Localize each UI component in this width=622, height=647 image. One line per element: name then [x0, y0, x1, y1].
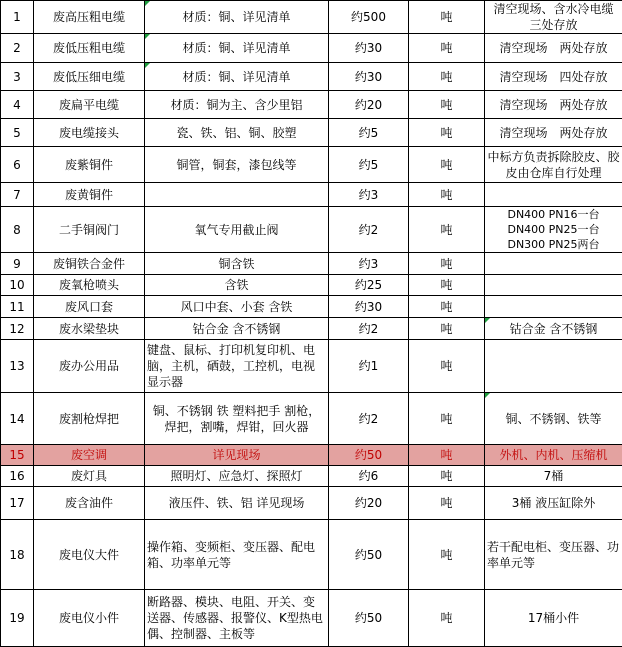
item-note: 铜、不锈钢、铁等 [485, 393, 622, 445]
item-name: 废电缆接头 [34, 119, 145, 147]
item-note [485, 253, 622, 275]
table-row [1, 183, 622, 207]
item-note: 清空现场 两处存放 [485, 34, 622, 63]
item-material: 断路器、模块、电阻、开关、变送器、传感器、报警仪、K型热电偶、控制器、主板等 [145, 590, 329, 647]
item-quantity: 约30 [329, 296, 409, 318]
table-row-highlighted [1, 445, 622, 466]
table-row [1, 34, 622, 63]
item-name: 废含油件 [34, 487, 145, 520]
item-unit: 吨 [409, 1, 485, 34]
item-material: 操作箱、变频柜、变压器、配电箱、功率单元等 [145, 520, 329, 590]
item-note [485, 296, 622, 318]
item-unit: 吨 [409, 393, 485, 445]
item-name: 废高压粗电缆 [34, 1, 145, 34]
table-row [1, 253, 622, 275]
item-unit: 吨 [409, 34, 485, 63]
item-material: 液压件、铁、铝 详见现场 [145, 487, 329, 520]
item-material: 含铁 [145, 275, 329, 296]
row-number: 12 [1, 318, 34, 340]
item-material: 材质：铜、详见清单 [145, 63, 329, 91]
item-name: 废电仪小件 [34, 590, 145, 647]
table-row [1, 318, 622, 340]
item-name: 废氧枪喷头 [34, 275, 145, 296]
item-quantity: 约6 [329, 466, 409, 487]
table-row [1, 487, 622, 520]
table-row [1, 393, 622, 445]
table-row [1, 296, 622, 318]
item-note: 清空现场 两处存放 [485, 119, 622, 147]
item-material: 详见现场 [145, 445, 329, 466]
item-quantity: 约30 [329, 63, 409, 91]
item-quantity: 约50 [329, 445, 409, 466]
item-unit: 吨 [409, 63, 485, 91]
item-unit: 吨 [409, 487, 485, 520]
item-unit: 吨 [409, 520, 485, 590]
item-name: 废黄铜件 [34, 183, 145, 207]
item-unit: 吨 [409, 466, 485, 487]
row-number: 10 [1, 275, 34, 296]
item-name: 二手铜阀门 [34, 207, 145, 253]
item-unit: 吨 [409, 119, 485, 147]
item-name: 废灯具 [34, 466, 145, 487]
table-row [1, 520, 622, 590]
item-name: 废空调 [34, 445, 145, 466]
item-name: 废割枪焊把 [34, 393, 145, 445]
item-quantity: 约3 [329, 183, 409, 207]
item-note: 清空现场 两处存放 [485, 91, 622, 119]
row-number: 11 [1, 296, 34, 318]
row-number: 17 [1, 487, 34, 520]
item-quantity: 约2 [329, 318, 409, 340]
row-number: 5 [1, 119, 34, 147]
item-quantity: 约2 [329, 393, 409, 445]
item-note: 钴合金 含不锈钢 [485, 318, 622, 340]
item-material: 铜、不锈钢 铁 塑料把手 割枪，焊把，割嘴，焊钳，回火器 [145, 393, 329, 445]
item-unit: 吨 [409, 445, 485, 466]
item-name: 废水梁垫块 [34, 318, 145, 340]
item-name: 废低压粗电缆 [34, 34, 145, 63]
table-row [1, 147, 622, 183]
item-note: 清空现场 四处存放 [485, 63, 622, 91]
row-number: 9 [1, 253, 34, 275]
row-number: 6 [1, 147, 34, 183]
table-row [1, 119, 622, 147]
item-note: 中标方负责拆除胶皮、胶皮由仓库自行处理 [485, 147, 622, 183]
item-material: 风口中套、小套 含铁 [145, 296, 329, 318]
item-unit: 吨 [409, 183, 485, 207]
table-row [1, 63, 622, 91]
row-number: 2 [1, 34, 34, 63]
row-number: 13 [1, 340, 34, 393]
item-unit: 吨 [409, 91, 485, 119]
item-name: 废低压细电缆 [34, 63, 145, 91]
item-note: 7桶 [485, 466, 622, 487]
row-number: 7 [1, 183, 34, 207]
item-material: 氧气专用截止阀 [145, 207, 329, 253]
item-unit: 吨 [409, 253, 485, 275]
item-quantity: 约50 [329, 520, 409, 590]
row-number: 16 [1, 466, 34, 487]
item-name: 废办公用品 [34, 340, 145, 393]
item-material: 材质：铜、详见清单 [145, 34, 329, 63]
table-row [1, 91, 622, 119]
item-quantity: 约5 [329, 147, 409, 183]
table-row [1, 1, 622, 34]
item-note [485, 340, 622, 393]
row-number: 18 [1, 520, 34, 590]
item-quantity: 约2 [329, 207, 409, 253]
item-quantity: 约50 [329, 590, 409, 647]
row-number: 14 [1, 393, 34, 445]
item-unit: 吨 [409, 207, 485, 253]
item-unit: 吨 [409, 318, 485, 340]
table-row [1, 207, 622, 253]
item-unit: 吨 [409, 275, 485, 296]
item-material [145, 183, 329, 207]
table-row [1, 590, 622, 647]
item-note: 外机、内机、压缩机 [485, 445, 622, 466]
row-number: 19 [1, 590, 34, 647]
item-unit: 吨 [409, 296, 485, 318]
item-material: 铜含铁 [145, 253, 329, 275]
item-material: 瓷、铁、铝、铜、胶塑 [145, 119, 329, 147]
row-number: 8 [1, 207, 34, 253]
item-material: 键盘、鼠标、打印机复印机、电脑，主机，硒鼓，工控机，电视显示器 [145, 340, 329, 393]
row-number: 3 [1, 63, 34, 91]
item-material: 铜管，铜套，漆包线等 [145, 147, 329, 183]
item-note [485, 183, 622, 207]
item-quantity: 约3 [329, 253, 409, 275]
item-note: 清空现场、含水冷电缆 三处存放 [485, 1, 622, 34]
item-unit: 吨 [409, 340, 485, 393]
item-note [485, 275, 622, 296]
row-number: 1 [1, 1, 34, 34]
item-quantity: 约30 [329, 34, 409, 63]
item-material: 照明灯、应急灯、探照灯 [145, 466, 329, 487]
item-quantity: 约20 [329, 91, 409, 119]
item-quantity: 约20 [329, 487, 409, 520]
item-name: 废铜铁合金件 [34, 253, 145, 275]
table-row [1, 275, 622, 296]
item-name: 废紫铜件 [34, 147, 145, 183]
item-quantity: 约5 [329, 119, 409, 147]
item-name: 废电仪大件 [34, 520, 145, 590]
item-unit: 吨 [409, 147, 485, 183]
table-row [1, 340, 622, 393]
table-row [1, 466, 622, 487]
item-material: 钴合金 含不锈钢 [145, 318, 329, 340]
item-unit: 吨 [409, 590, 485, 647]
item-note: 若干配电柜、变压器、功率单元等 [485, 520, 622, 590]
item-material: 材质：铜为主、含少里铝 [145, 91, 329, 119]
item-name: 废扁平电缆 [34, 91, 145, 119]
row-number: 15 [1, 445, 34, 466]
item-note: 3桶 液压缸除外 [485, 487, 622, 520]
item-quantity: 约25 [329, 275, 409, 296]
row-number: 4 [1, 91, 34, 119]
item-quantity: 约500 [329, 1, 409, 34]
item-material: 材质：铜、详见清单 [145, 1, 329, 34]
item-quantity: 约1 [329, 340, 409, 393]
item-note: DN400 PN16一台 DN400 PN25一台 DN300 PN25两台 [485, 207, 622, 253]
item-note: 17桶小件 [485, 590, 622, 647]
item-name: 废风口套 [34, 296, 145, 318]
